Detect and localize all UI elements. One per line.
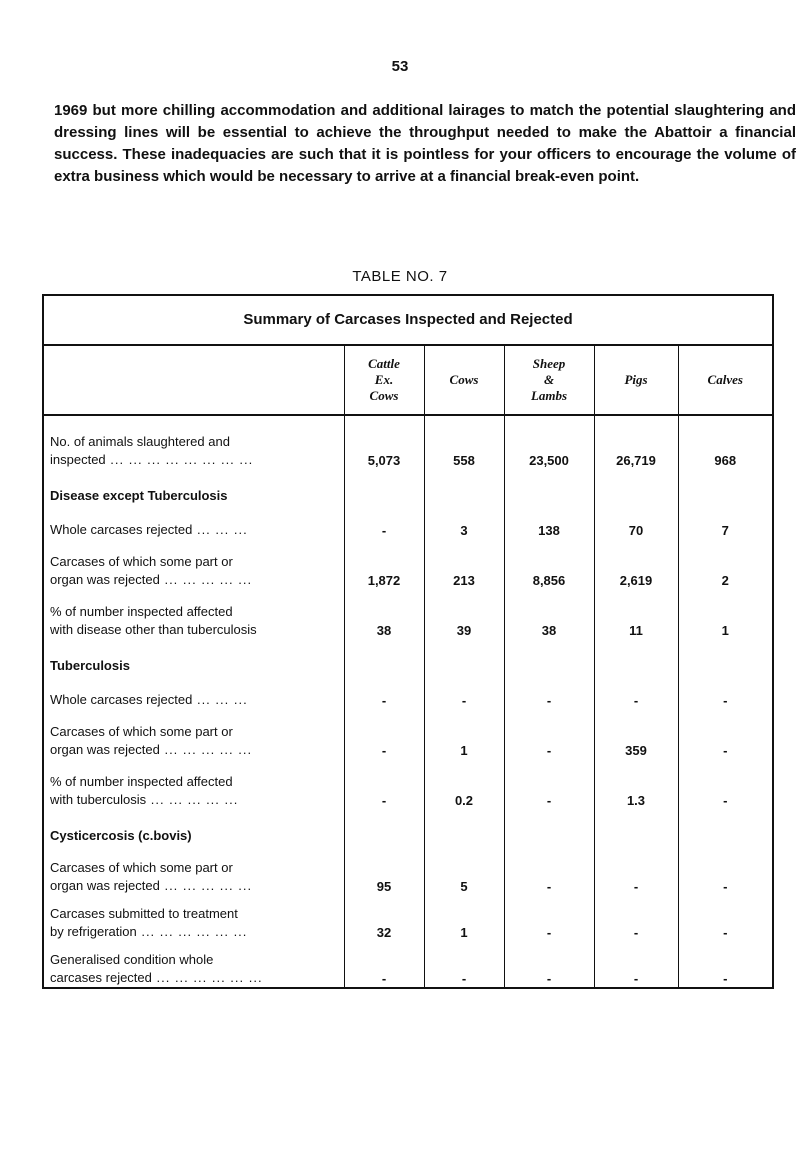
row-label-line1: Carcases of which some part or — [50, 554, 233, 569]
table-title: Summary of Carcases Inspected and Rejected — [44, 296, 772, 346]
section-heading: Tuberculosis — [50, 658, 130, 673]
row-label — [44, 759, 344, 809]
value-cell-cattle: - — [344, 759, 424, 809]
value-cell-cows: 3 — [424, 505, 504, 539]
row-label-line2: organ was rejected — [50, 742, 160, 757]
value-cell-sheep: 8,856 — [504, 539, 594, 589]
table-row — [44, 895, 772, 941]
column-header-cattle-line2: Ex. — [374, 372, 394, 387]
value-cell-pigs: - — [594, 675, 678, 709]
empty-cell — [424, 469, 504, 505]
row-label-line2: with disease other than tuberculosis — [50, 622, 257, 637]
column-header-pigs: Pigs — [594, 346, 678, 415]
value-cell-pigs: 2,619 — [594, 539, 678, 589]
row-label — [44, 589, 344, 639]
value-cell-pigs: 1.3 — [594, 759, 678, 809]
leader-dots: ... ... ... ... ... — [159, 572, 253, 587]
row-label-line1: Carcases of which some part or — [50, 860, 233, 875]
row-label — [44, 415, 344, 469]
row-label-line2: with tuberculosis — [50, 792, 147, 807]
table-row — [44, 539, 772, 589]
value-cell-cattle: 5,073 — [344, 415, 424, 469]
row-label-line1: Carcases of which some part or — [50, 724, 233, 739]
value-cell-pigs: 11 — [594, 589, 678, 639]
value-cell-calves: 1 — [678, 589, 772, 639]
row-label-line2: organ was rejected — [50, 572, 160, 587]
value-cell-sheep: - — [504, 895, 594, 941]
table-header-row — [44, 346, 772, 415]
row-label-line1: Carcases submitted to treatment — [50, 906, 238, 921]
row-label — [44, 941, 344, 987]
row-label-line2: inspected — [50, 452, 106, 467]
value-cell-sheep: - — [504, 759, 594, 809]
value-cell-cows: 1 — [424, 709, 504, 759]
empty-cell — [678, 809, 772, 845]
section-heading: Cysticercosis (c.bovis) — [50, 828, 192, 843]
row-label — [44, 539, 344, 589]
row-label-line1: % of number inspected affected — [50, 604, 233, 619]
section-row — [44, 809, 772, 845]
leader-dots: ... ... ... ... ... — [146, 792, 239, 807]
value-cell-calves: 968 — [678, 415, 772, 469]
value-cell-pigs: - — [594, 845, 678, 895]
row-label — [44, 895, 344, 941]
leader-dots: ... ... ... — [192, 522, 248, 537]
row-label — [44, 709, 344, 759]
value-cell-cows: 0.2 — [424, 759, 504, 809]
empty-cell — [424, 809, 504, 845]
value-cell-pigs: 70 — [594, 505, 678, 539]
row-label-line1: Generalised condition whole — [50, 952, 214, 967]
value-cell-sheep: - — [504, 941, 594, 987]
row-label — [44, 845, 344, 895]
column-header-cattle-line3: Cows — [369, 388, 399, 403]
value-cell-sheep: - — [504, 709, 594, 759]
empty-cell — [344, 639, 424, 675]
column-header-sheep — [504, 346, 594, 415]
value-cell-calves: - — [678, 759, 772, 809]
table-caption: TABLE NO. 7 — [352, 268, 448, 285]
row-label-line1: Whole carcases rejected — [50, 522, 193, 537]
value-cell-cattle: - — [344, 941, 424, 987]
empty-cell — [594, 469, 678, 505]
section-row — [44, 469, 772, 505]
leader-dots: ... ... ... ... ... — [159, 878, 253, 893]
value-cell-pigs: - — [594, 941, 678, 987]
empty-cell — [504, 809, 594, 845]
empty-cell — [594, 809, 678, 845]
empty-cell — [504, 639, 594, 675]
table-row — [44, 505, 772, 539]
row-label-line1: No. of animals slaughtered and — [50, 434, 230, 449]
value-cell-calves: - — [678, 941, 772, 987]
column-header-calves: Calves — [678, 346, 772, 415]
value-cell-pigs: - — [594, 895, 678, 941]
empty-cell — [344, 809, 424, 845]
value-cell-cows: - — [424, 675, 504, 709]
column-header-cows: Cows — [424, 346, 504, 415]
table-row — [44, 709, 772, 759]
value-cell-calves: 7 — [678, 505, 772, 539]
value-cell-cattle: - — [344, 709, 424, 759]
value-cell-sheep: 138 — [504, 505, 594, 539]
value-cell-calves: - — [678, 675, 772, 709]
column-header-label — [44, 346, 344, 415]
value-cell-sheep: - — [504, 845, 594, 895]
row-label-line2: by refrigeration — [50, 924, 137, 939]
value-cell-cows: 213 — [424, 539, 504, 589]
value-cell-calves: 2 — [678, 539, 772, 589]
value-cell-calves: - — [678, 709, 772, 759]
table-row — [44, 415, 772, 469]
value-cell-sheep: 23,500 — [504, 415, 594, 469]
leader-dots: ... ... ... ... ... — [159, 742, 253, 757]
value-cell-calves: - — [678, 895, 772, 941]
table-row — [44, 941, 772, 987]
value-cell-calves: - — [678, 845, 772, 895]
section-heading: Disease except Tuberculosis — [50, 488, 228, 503]
value-cell-cattle: 32 — [344, 895, 424, 941]
empty-cell — [424, 639, 504, 675]
table-row — [44, 845, 772, 895]
column-header-cattle-line1: Cattle — [368, 356, 400, 371]
empty-cell — [344, 469, 424, 505]
table-row — [44, 589, 772, 639]
page-number: 53 — [391, 58, 409, 75]
value-cell-sheep: 38 — [504, 589, 594, 639]
leader-dots: ... ... ... ... ... ... — [136, 924, 248, 939]
carcase-summary-table — [42, 294, 774, 989]
empty-cell — [504, 469, 594, 505]
value-cell-pigs: 359 — [594, 709, 678, 759]
value-cell-cattle: 38 — [344, 589, 424, 639]
table-body — [44, 415, 772, 987]
value-cell-cattle: 1,872 — [344, 539, 424, 589]
table-row — [44, 675, 772, 709]
column-header-sheep-line2: & — [543, 372, 555, 387]
row-label-line2: carcases rejected — [50, 970, 152, 985]
leader-dots: ... ... ... — [192, 692, 248, 707]
leader-dots: ... ... ... ... ... ... — [151, 970, 263, 985]
value-cell-cows: 5 — [424, 845, 504, 895]
row-label-line1: Whole carcases rejected — [50, 692, 193, 707]
leader-dots: ... ... ... ... ... ... ... ... — [105, 452, 254, 467]
row-label — [44, 675, 344, 709]
section-row — [44, 639, 772, 675]
empty-cell — [678, 469, 772, 505]
body-paragraph: 1969 but more chilling accommodation and additional lairages to match the potential slaughtering and dressing lines will be essential to achieve the throughput needed to make the Abattoir a financial success. These inadequacies are such that it is pointless for your officers to encourage the volume of extra business which would be necessary to arrive at a financial break-even point. — [54, 102, 796, 185]
row-label — [44, 505, 344, 539]
value-cell-sheep: - — [504, 675, 594, 709]
value-cell-pigs: 26,719 — [594, 415, 678, 469]
value-cell-cattle: - — [344, 675, 424, 709]
column-header-cattle — [344, 346, 424, 415]
row-label-line1: % of number inspected affected — [50, 774, 233, 789]
empty-cell — [678, 639, 772, 675]
value-cell-cows: 558 — [424, 415, 504, 469]
value-cell-cattle: - — [344, 505, 424, 539]
value-cell-cows: - — [424, 941, 504, 987]
value-cell-cows: 1 — [424, 895, 504, 941]
row-label-line2: organ was rejected — [50, 878, 160, 893]
column-header-sheep-line3: Lambs — [530, 388, 568, 403]
value-cell-cattle: 95 — [344, 845, 424, 895]
empty-cell — [594, 639, 678, 675]
column-header-sheep-line1: Sheep — [532, 356, 566, 371]
value-cell-cows: 39 — [424, 589, 504, 639]
table-row — [44, 759, 772, 809]
